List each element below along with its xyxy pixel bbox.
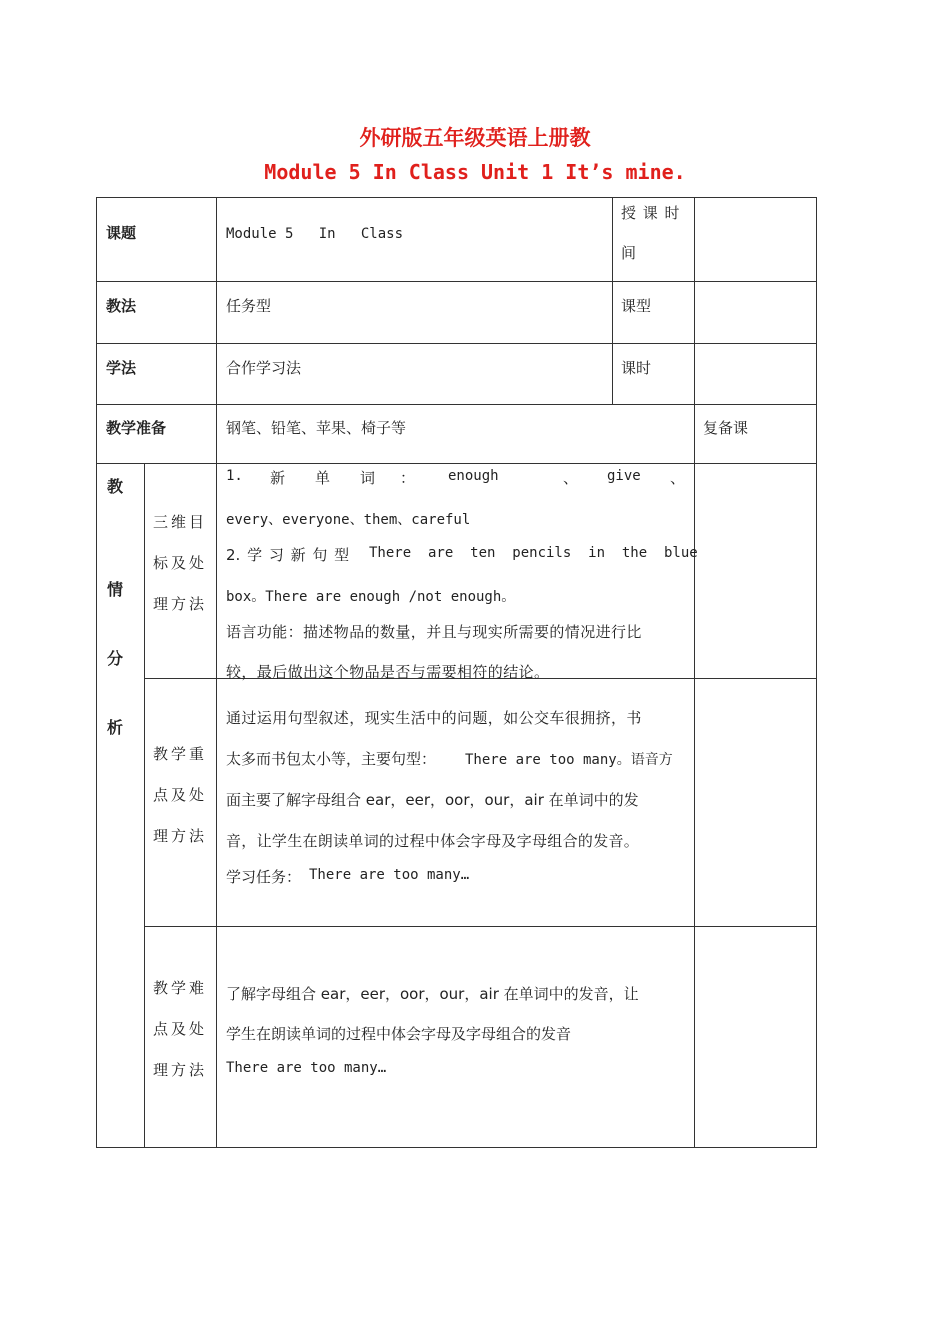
key-label-line: 点及处	[153, 786, 208, 804]
goals-word: enough	[448, 468, 499, 484]
goals-word: 词	[360, 469, 376, 487]
time-label-2: 间	[621, 244, 637, 262]
goals-line6: 较，最后做出这个物品是否与需要相符的结论。	[226, 663, 550, 681]
difficult-label-line: 点及处	[153, 1020, 208, 1038]
difficult-line3: There are too many…	[226, 1060, 387, 1076]
document-title: 外研版五年级英语上册教	[359, 125, 591, 150]
goals-label-line: 三维目	[153, 513, 208, 531]
time-label-1: 授 课 时	[621, 204, 681, 222]
review-label: 复备课	[703, 419, 749, 437]
topic-label: 课题	[106, 224, 137, 242]
prep-label: 教学准备	[106, 419, 167, 437]
goals-line3-cn: 2. 学 习 新 句 型	[226, 546, 350, 564]
side-char: 教	[107, 477, 124, 496]
difficult-label-line: 教学难	[153, 979, 208, 997]
key-line3: 面主要了解字母组合 ear，eer，oor，our，air 在单词中的发	[226, 791, 639, 809]
goals-word: ：	[400, 469, 416, 487]
goals-word: give	[607, 468, 641, 484]
goals-line3-en: There are ten pencils in the blue	[369, 545, 698, 561]
goals-label	[153, 502, 207, 625]
difficult-line2: 学生在朗读单词的过程中体会字母及字母组合的发音	[226, 1025, 572, 1043]
key-line1: 通过运用句型叙述，现实生活中的问题，如公交车很拥挤，书	[226, 709, 642, 727]
goals-label-line: 理方法	[153, 595, 208, 613]
key-label	[153, 734, 207, 857]
document-subtitle: Module 5 In Class Unit 1 It’s mine.	[264, 160, 686, 184]
prep-value: 钢笔、铅笔、苹果、椅子等	[226, 419, 407, 437]
type-label: 课型	[621, 297, 652, 315]
goals-word: 、	[670, 469, 686, 487]
goals-line5: 语言功能：描述物品的数量，并且与现实所需要的情况进行比	[226, 623, 642, 641]
key-line2-cn: 太多而书包太小等，主要句型：	[226, 750, 437, 768]
learn-label: 学法	[106, 359, 137, 377]
goals-word: 、	[563, 469, 579, 487]
topic-value: Module 5 In Class	[226, 226, 404, 242]
difficult-label-line: 理方法	[153, 1061, 208, 1079]
learn-value: 合作学习法	[226, 359, 302, 377]
side-char: 分	[107, 649, 124, 668]
difficult-label	[153, 968, 207, 1091]
side-char: 析	[107, 718, 124, 737]
difficult-line1: 了解字母组合 ear，eer，oor，our，air 在单词中的发音，让	[226, 985, 639, 1003]
goals-label-line: 标及处	[153, 554, 208, 572]
key-line4: 音，让学生在朗读单词的过程中体会字母及字母组合的发音。	[226, 832, 640, 850]
key-line2-en: There are too many。语音方	[465, 752, 673, 768]
goals-line2: every、everyone、them、careful	[226, 512, 471, 528]
key-line5-cn: 学习任务：	[226, 868, 302, 886]
method-label: 教法	[106, 297, 137, 315]
goals-word: 单	[315, 469, 331, 487]
key-label-line: 理方法	[153, 827, 208, 845]
hours-label: 课时	[621, 359, 652, 377]
key-line5-en: There are too many…	[309, 867, 470, 883]
goals-line1-num: 1.	[226, 468, 243, 484]
goals-word: 新	[270, 469, 286, 487]
key-label-line: 教学重	[153, 745, 208, 763]
goals-line4: box。There are enough /not enough。	[226, 589, 516, 605]
side-char: 情	[107, 580, 124, 599]
method-value: 任务型	[226, 297, 272, 315]
